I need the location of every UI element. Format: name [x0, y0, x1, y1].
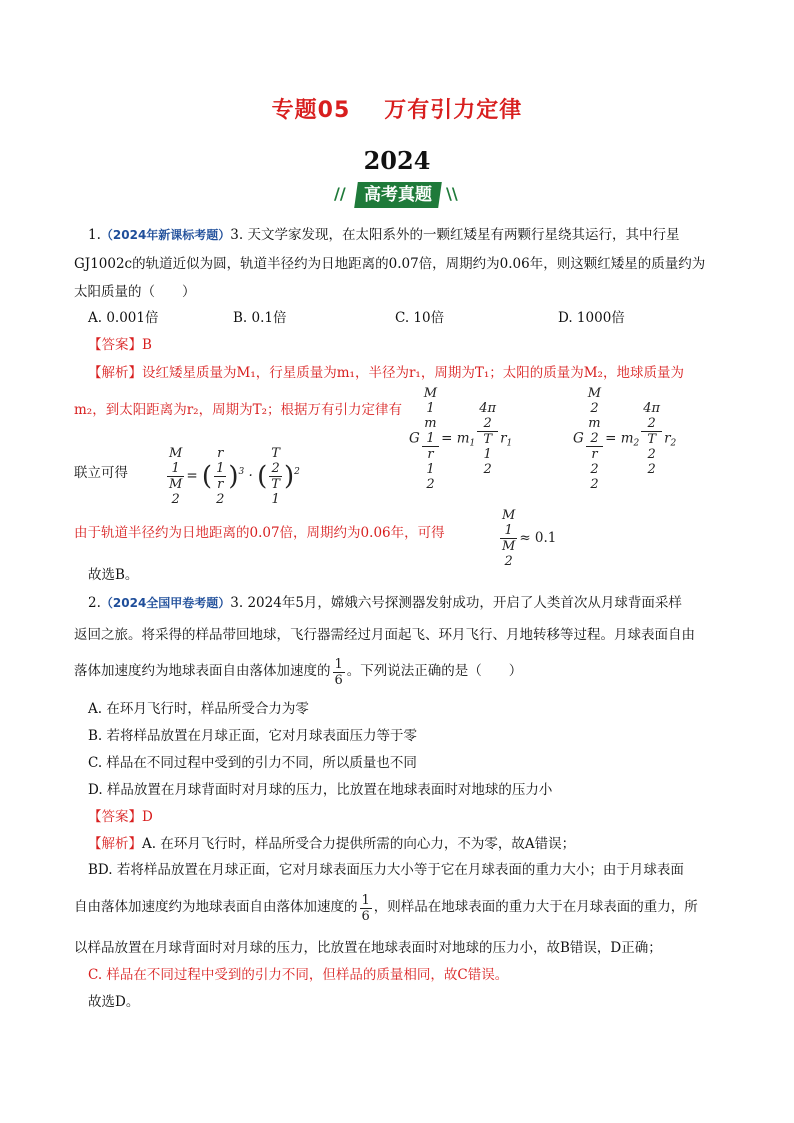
q2-option-a: A. 在环月飞行时，样品所受合力为零	[88, 701, 309, 717]
q2-analysis-bd1: BD. 若将样品放置在月球正面，它对月球表面压力大小等于它在月球表面的重力大小；由于月球表面	[88, 862, 684, 878]
q1-line2: GJ1002c的轨道近似为圆，轨道半径约为日地距离的0.07倍，周期约为0.06年，则这颗红矮星的质量约为	[74, 256, 706, 272]
q2-line1: 2.（2024全国甲卷考题）3. 2024年5月，嫦娥六号探测器发射成功，开启了人类首次从月球背面采样	[88, 595, 682, 611]
q1-line3: 太阳质量的（ ）	[74, 284, 196, 300]
q1-answer: 【答案】B	[88, 337, 152, 353]
q2-option-c: C. 样品在不同过程中受到的引力不同，所以质量也不同	[88, 755, 417, 771]
year-heading: 2024	[363, 146, 431, 175]
q1-option-a: A. 0.001倍	[88, 310, 159, 326]
q2-source: （2024全国甲卷考题）	[100, 596, 231, 610]
title-left: 专题05	[271, 98, 351, 123]
q1-line1: 1.（2024年新课标考题）3. 天文学家发现，在太阳系外的一颗红矮星有两颗行星绕其运行，其中行星	[88, 227, 680, 243]
q2-option-b: B. 若将样品放置在月球正面，它对月球表面压力等于零	[88, 728, 418, 744]
right-slash-decoration: \\	[446, 184, 458, 203]
q1-conclusion: 由于轨道半径约为日地距离的0.07倍，周期约为0.06年，可得	[74, 525, 445, 541]
q1-analysis-line1: 【解析】设红矮星质量为M₁，行星质量为m₁，半径为r₁，周期为T₁；太阳的质量为M₂，地球质量为	[88, 365, 684, 381]
page-title	[0, 93, 794, 124]
q1-source: （2024年新课标考题）	[100, 228, 231, 242]
q1-option-b: B. 0.1倍	[233, 310, 287, 326]
title-right: 万有引力定律	[384, 98, 523, 123]
q2-analysis-a: 【解析】A. 在环月飞行时，样品所受合力提供所需的向心力，不为零，故A错误；	[88, 836, 576, 852]
q1-end: 故选B。	[88, 567, 139, 583]
q2-option-d: D. 样品放置在月球背面时对月球的压力，比放置在地球表面时对地球的压力小	[88, 782, 553, 798]
left-slash-decoration: //	[334, 184, 346, 203]
combined-formula: M 1 M 2 = ( r 1 r 2 )$^3$ · ( T 2 T 1 )$^2$	[169, 446, 300, 507]
q2-analysis-c: C. 样品在不同过程中受到的引力不同，但样品的质量相同，故C错误。	[88, 967, 509, 983]
q2-line3: 落体加速度约为地球表面自由落体加速度的 $\frac{1}{6}$ 。下列说法正确的是（ ）	[74, 657, 523, 688]
q1-option-d: D. 1000倍	[558, 310, 625, 326]
gravitation-formula-2: G M 2 m 2 r 2 2 = $m_2$ 4π 2 T 2 2 $r_2$	[573, 386, 677, 492]
q1-analysis-line2: m₂，到太阳距离为r₂，周期为T₂；根据万有引力定律有	[74, 402, 402, 418]
q2-end: 故选D。	[88, 994, 140, 1010]
q2-analysis-bd3: 以样品放置在月球背面时对月球的压力，比放置在地球表面时对地球的压力小，故B错误，D正确；	[74, 940, 662, 956]
q1-option-c: C. 10倍	[395, 310, 445, 326]
ratio-result: M 1 M 2 ≈ 0.1	[502, 508, 557, 569]
q2-analysis-bd2: 自由落体加速度约为地球表面自由落体加速度的 $\frac{1}{6}$ ，则样品在地球表面的重力大于在月球表面的重力，所	[74, 893, 698, 924]
q2-answer: 【答案】D	[88, 809, 153, 825]
q2-line2: 返回之旅。将采得的样品带回地球，飞行器需经过月面起飞、环月飞行、月地转移等过程。月球表面自由	[74, 627, 695, 643]
gravitation-formula-1: G M 1 m 1 r 1 2 = $m_1$ 4π 2 T 1 2 $r_1$	[409, 386, 513, 492]
section-banner: 高考真题	[354, 182, 442, 208]
q1-combine-text: 联立可得	[74, 465, 128, 481]
